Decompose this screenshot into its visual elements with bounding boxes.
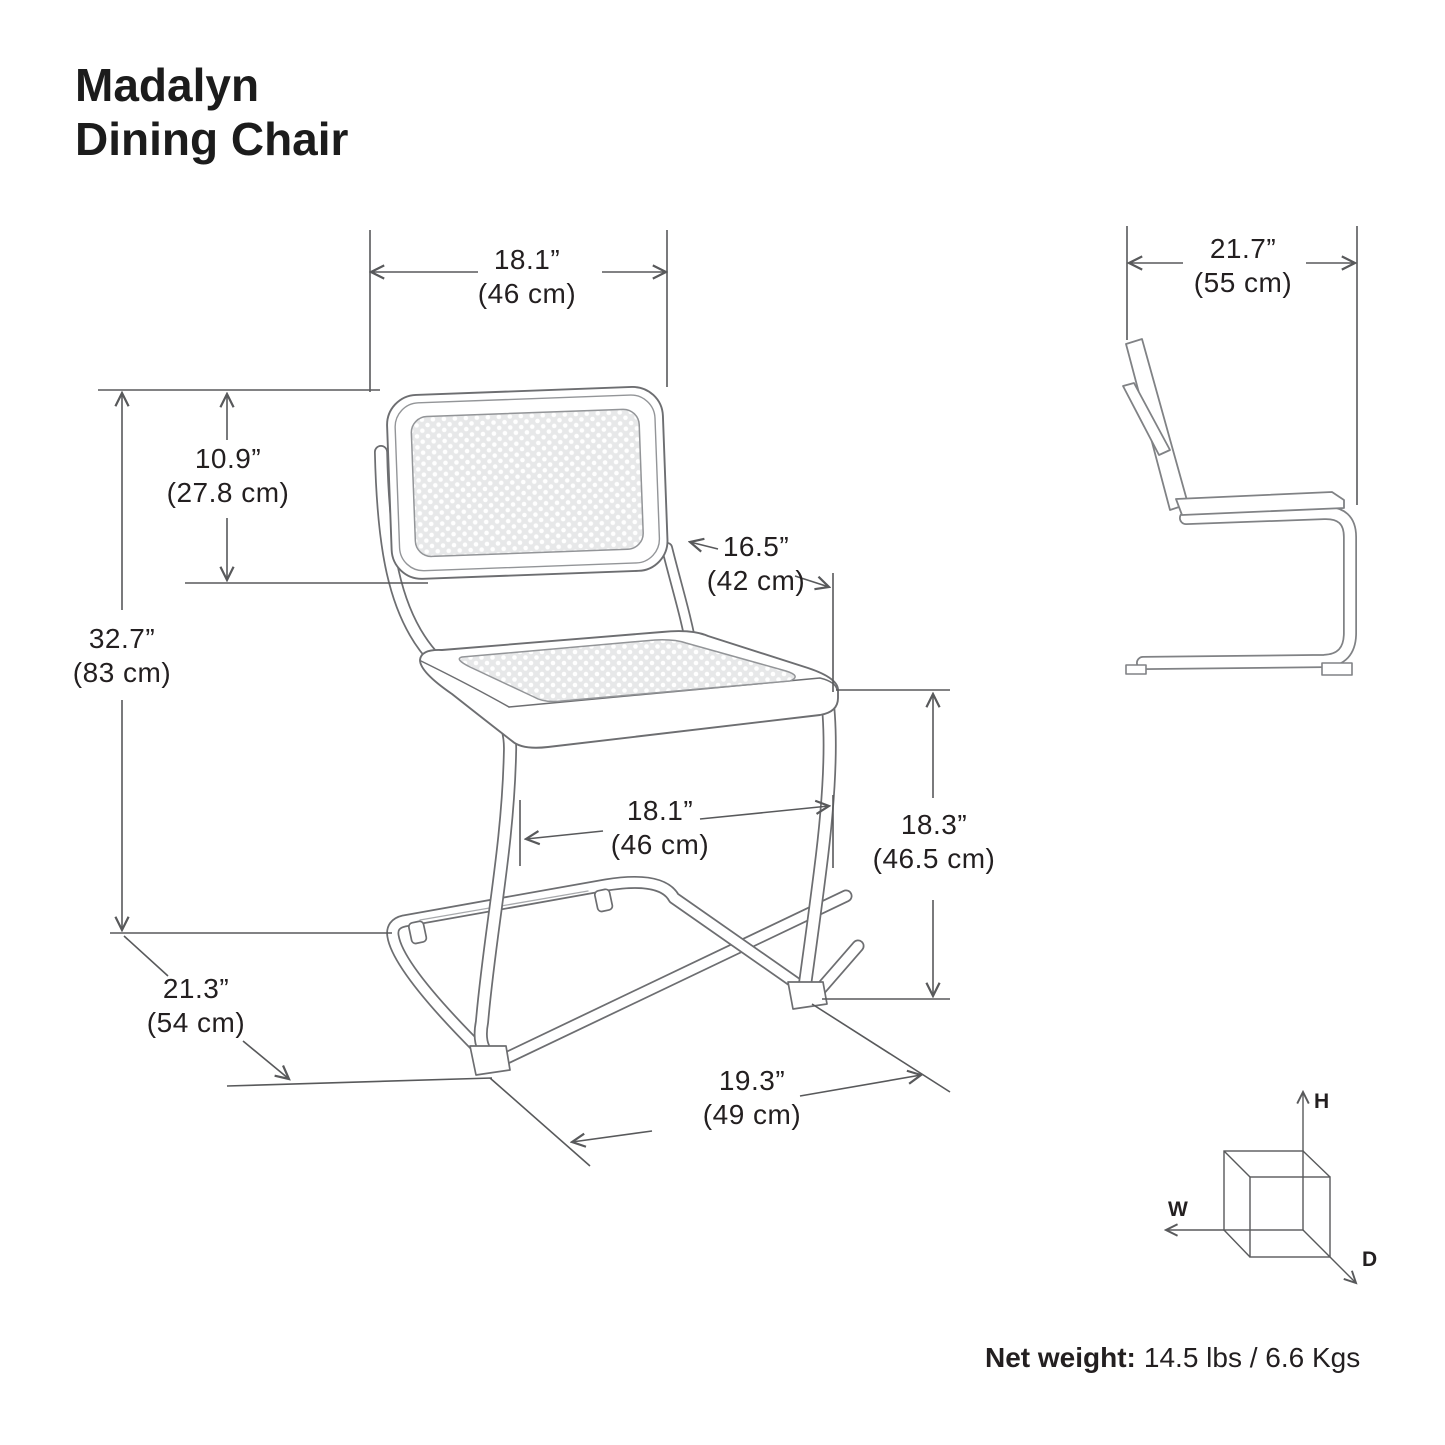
net-weight-label: Net weight: bbox=[985, 1342, 1136, 1373]
side-foot-right bbox=[1322, 663, 1352, 675]
side-foot-left bbox=[1126, 665, 1146, 674]
base-loop bbox=[393, 882, 800, 1050]
dim-overall-height: 32.7” (83 cm) bbox=[72, 623, 172, 688]
net-weight bbox=[985, 1342, 1360, 1374]
page-title bbox=[75, 58, 348, 166]
rail-clip-right bbox=[594, 889, 613, 913]
dim-seat-width: 18.1” (46 cm) bbox=[610, 795, 710, 860]
side-view-drawing bbox=[1123, 339, 1352, 675]
foot-glide-left bbox=[470, 1046, 510, 1075]
dim-overall-depth: 21.3” (54 cm) bbox=[146, 973, 246, 1038]
side-frame-tube bbox=[1143, 513, 1350, 663]
backrest-cane-panel bbox=[411, 409, 644, 557]
foot-glide-right bbox=[788, 982, 827, 1009]
axis-depth-arrow bbox=[1330, 1257, 1356, 1283]
title-line1: Madalyn bbox=[75, 59, 260, 111]
net-weight-value: 14.5 lbs / 6.6 Kgs bbox=[1143, 1342, 1361, 1373]
axis-label-depth: D bbox=[1362, 1248, 1378, 1271]
title-line2: Dining Chair bbox=[75, 113, 349, 165]
axis-label-height: H bbox=[1314, 1090, 1330, 1113]
main-chair-drawing bbox=[381, 386, 858, 1075]
rail-clip-left bbox=[408, 921, 427, 945]
dim-base-width: 19.3” (49 cm) bbox=[702, 1065, 802, 1130]
dim-side-depth: 21.7” (55 cm) bbox=[1193, 233, 1293, 298]
axis-label-width: W bbox=[1168, 1198, 1188, 1221]
frame-tube-right-leg bbox=[804, 690, 830, 992]
axis-cube bbox=[1166, 1092, 1356, 1283]
backrest bbox=[386, 386, 669, 580]
dim-seat-back-width: 16.5” (42 cm) bbox=[706, 531, 806, 596]
seat bbox=[420, 631, 838, 748]
dim-seat-height: 18.3” (46.5 cm) bbox=[872, 809, 996, 874]
dim-back-width: 18.1” (46 cm) bbox=[477, 244, 577, 309]
dim-backrest-height: 10.9” (27.8 cm) bbox=[166, 443, 290, 508]
